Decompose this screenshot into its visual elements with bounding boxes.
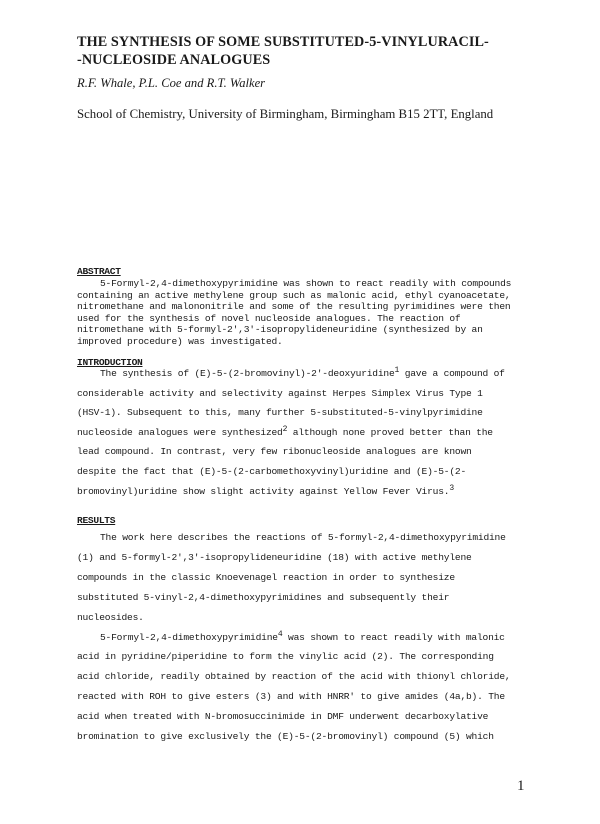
intro-line: despite the fact that (E)-5-(2-carbomethoxyvinyl)uridine and (E)-5-(2- xyxy=(77,465,467,477)
intro-text: although none proved better than the xyxy=(287,426,493,438)
page-number: 1 xyxy=(517,778,525,794)
citation-3: 3 xyxy=(449,483,454,493)
introduction-section xyxy=(77,364,535,501)
citation-4: 4 xyxy=(277,629,283,639)
results-line xyxy=(77,628,535,648)
abstract-line: nitromethane and malononitrile and some of the resulting pyrimidines were then xyxy=(77,301,511,313)
results-text: 5-Formyl-2,4-dimethoxypyrimidine xyxy=(100,631,278,643)
results-line: acid when treated with N-bromosuccinimide in DMF underwent decarboxylative xyxy=(77,711,489,723)
results-heading: RESULTS xyxy=(77,515,116,526)
results-line: (1) and 5-formyl-2',3'-isopropylideneuridine (18) with active methylene xyxy=(77,551,472,563)
results-line: substituted 5-vinyl-2,4-dimethoxypyrimidines and subsequently their xyxy=(77,591,450,603)
abstract-heading: ABSTRACT xyxy=(77,266,121,277)
results-line: acid chloride, readily obtained by reaction of the acid with thionyl chloride, xyxy=(77,671,511,683)
results-line: nucleosides. xyxy=(77,611,144,623)
results-section xyxy=(77,528,535,747)
results-line: reacted with ROH to give esters (3) and with HNRR' to give amides (4a,b). The xyxy=(77,691,505,703)
intro-line: considerable activity and selectivity against Herpes Simplex Virus Type 1 xyxy=(77,387,483,399)
intro-line xyxy=(77,364,535,384)
results-heading-wrap xyxy=(77,514,535,527)
title-line-1: THE SYNTHESIS OF SOME SUBSTITUTED-5-VINYLURACIL- xyxy=(77,34,489,50)
abstract-line: improved procedure) was investigated. xyxy=(77,335,283,347)
results-line: bromination to give exclusively the (E)-5-(2-bromovinyl) compound (5) which xyxy=(77,731,494,743)
citation-1: 1 xyxy=(394,366,400,375)
intro-text: nucleoside analogues were synthesized xyxy=(77,426,283,438)
intro-text: The synthesis of (E)-5-(2-bromovinyl)-2'-deoxyuridine xyxy=(100,368,395,379)
abstract-line: containing an active methylene group such as malonic acid, ethyl cyanoacetate, xyxy=(77,289,511,301)
affiliation: School of Chemistry, University of Birmingham, Birmingham B15 2TT, England xyxy=(77,107,494,121)
citation-2: 2 xyxy=(282,424,288,434)
paper-title xyxy=(77,33,547,69)
intro-line xyxy=(77,423,535,443)
results-line: compounds in the classic Knoevenagel reaction in order to synthesize xyxy=(77,571,455,583)
abstract-line: used for the synthesis of novel nucleoside analogues. The reaction of xyxy=(77,312,461,324)
abstract-line: nitromethane with 5-formyl-2',3'-isopropylideneuridine (synthesized by an xyxy=(77,324,483,336)
intro-line: lead compound. In contrast, very few ribonucleoside analogues are known xyxy=(77,446,472,458)
abstract-section xyxy=(77,265,535,348)
intro-text: gave a compound of xyxy=(399,368,505,379)
intro-line xyxy=(77,482,535,502)
intro-text: bromovinyl)uridine show slight activity against Yellow Fever Virus. xyxy=(77,485,450,497)
results-text: was shown to react readily with malonic xyxy=(282,631,505,643)
authors: R.F. Whale, P.L. Coe and R.T. Walker xyxy=(77,76,266,90)
abstract-line: 5-Formyl-2,4-dimethoxypyrimidine was shown to react readily with compounds xyxy=(100,278,512,289)
results-line: The work here describes the reactions of 5-formyl-2,4-dimethoxypyrimidine xyxy=(100,532,506,543)
results-line: acid in pyridine/piperidine to form the vinylic acid (2). The corresponding xyxy=(77,651,494,663)
intro-line: (HSV-1). Subsequent to this, many further 5-substituted-5-vinylpyrimidine xyxy=(77,407,483,419)
introduction-heading: INTRODUCTION xyxy=(77,357,143,368)
title-line-2: -NUCLEOSIDE ANALOGUES xyxy=(77,52,271,68)
